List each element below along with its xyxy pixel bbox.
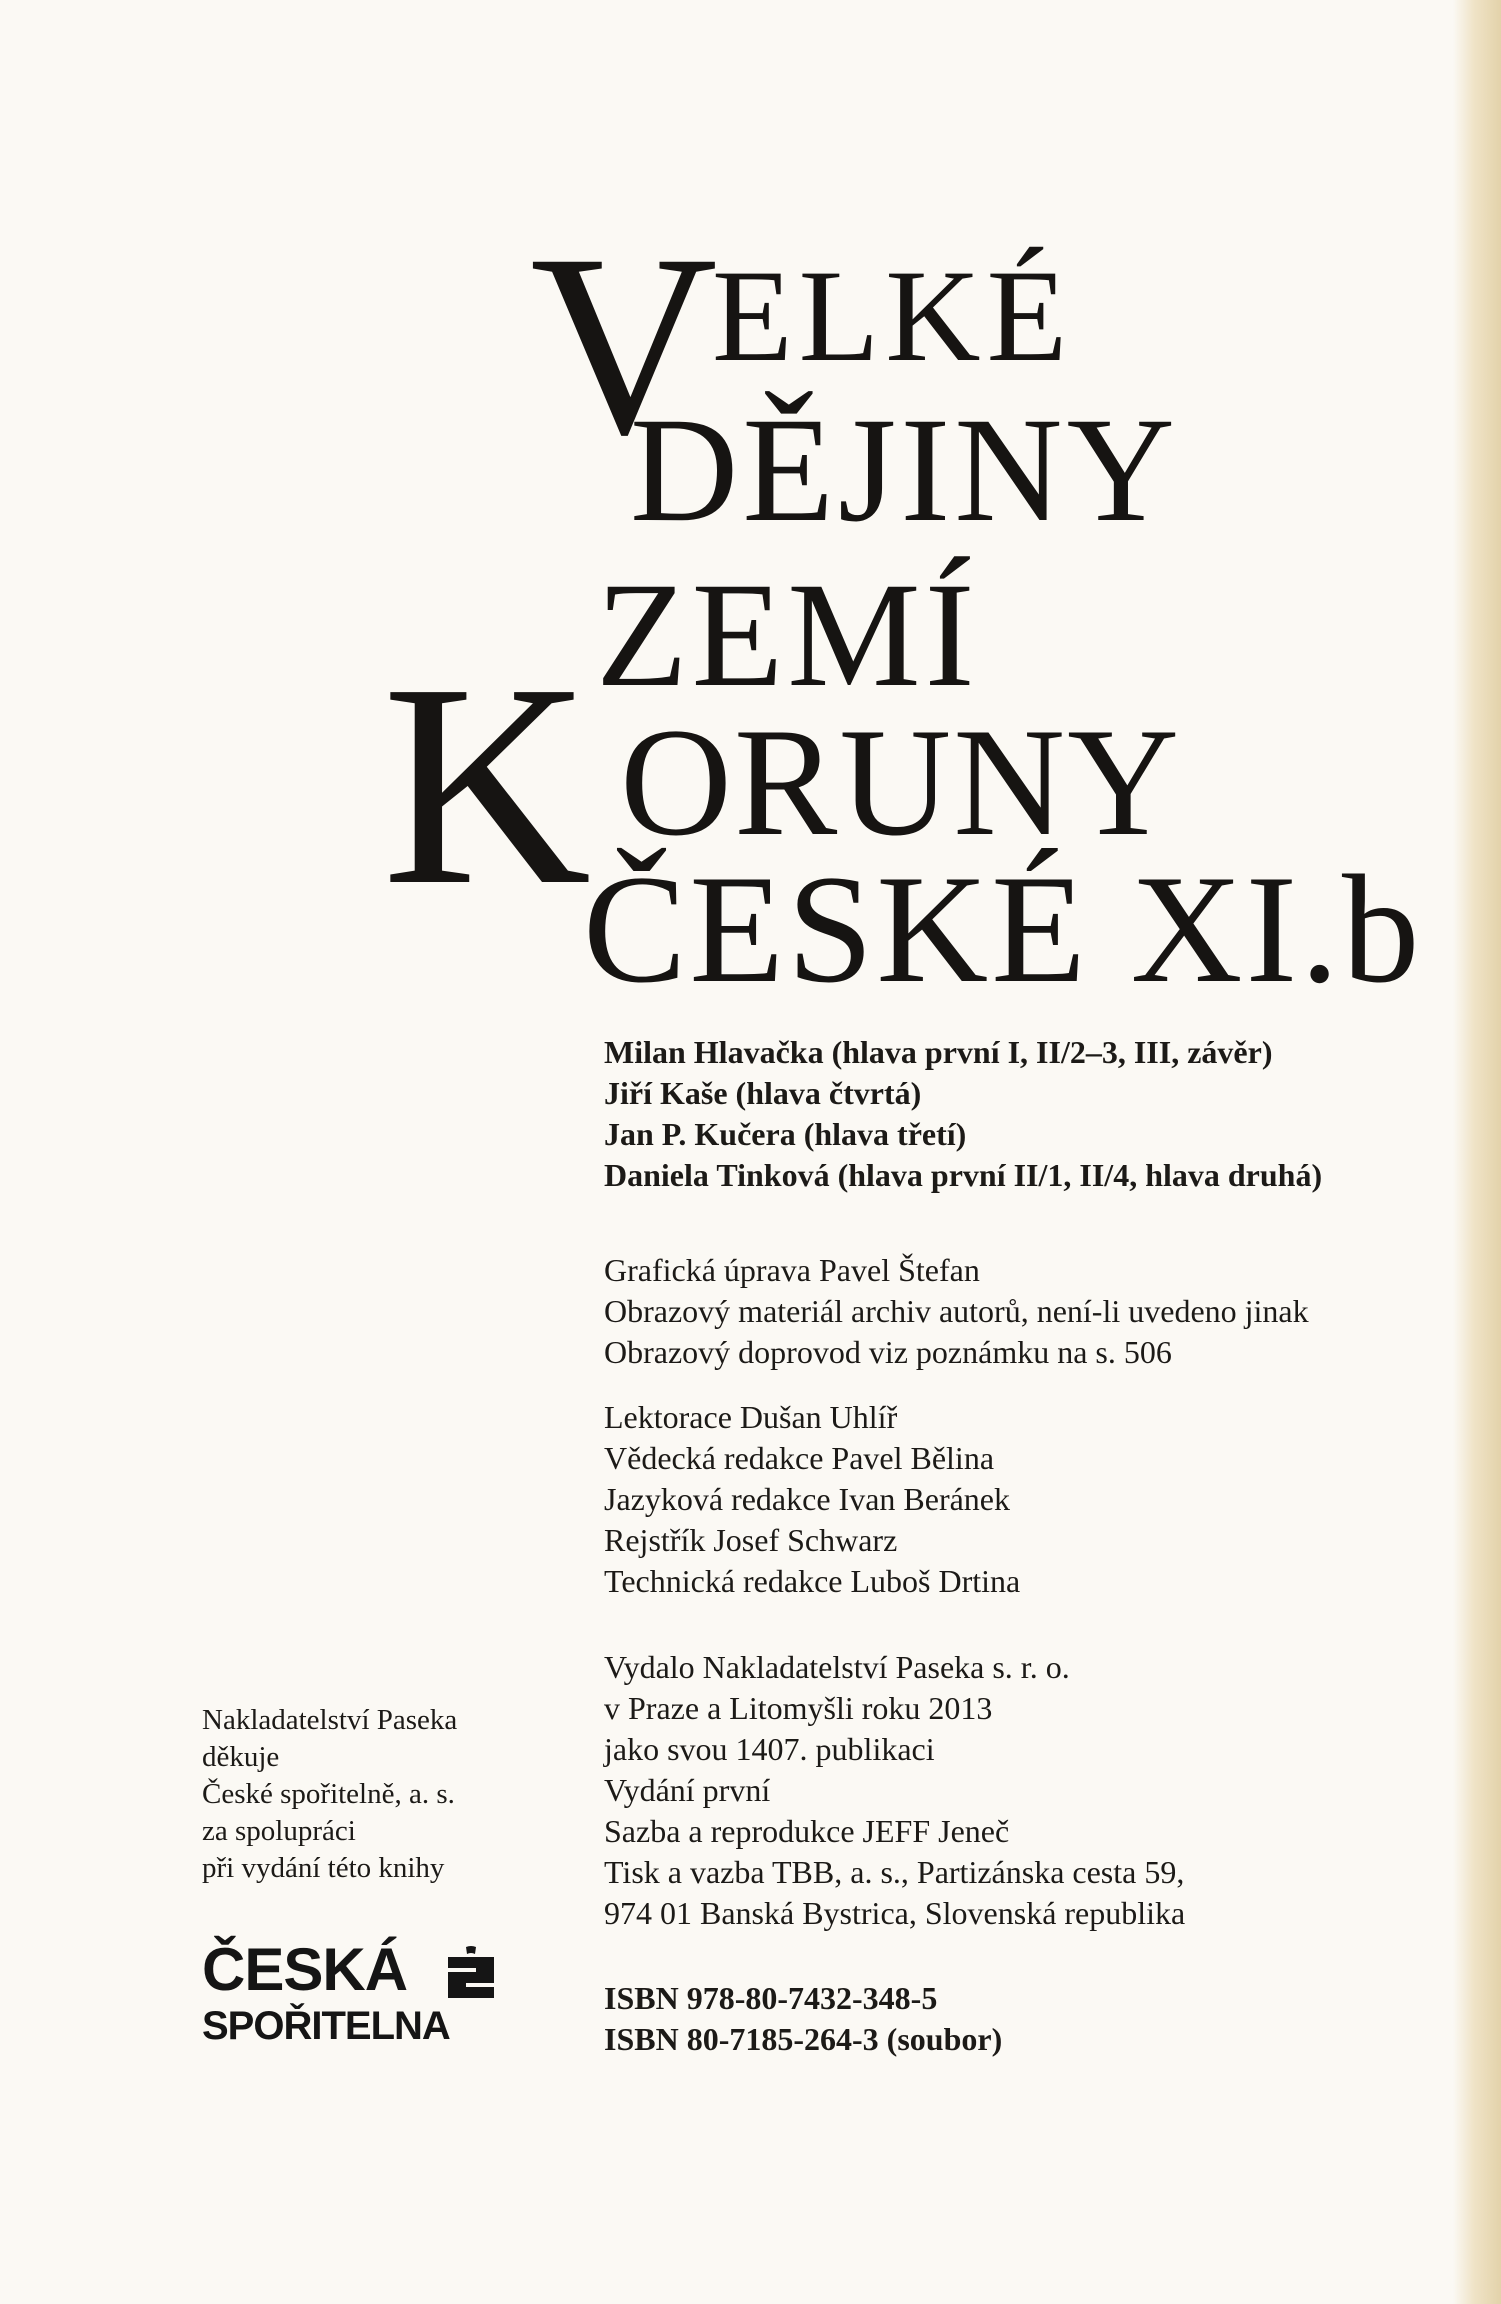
sponsor-thanks xyxy=(202,1702,457,1887)
imprint-line: jako svou 1407. publikaci xyxy=(604,1731,935,1767)
title-line-koruny: ORUNY xyxy=(620,696,1182,868)
imprint-line: Vydalo Nakladatelství Paseka s. r. o. xyxy=(604,1649,1070,1685)
credit-line: Obrazový doprovod viz poznámku na s. 506 xyxy=(604,1334,1172,1370)
author-line: Milan Hlavačka (hlava první I, II/2–3, III, závěr) xyxy=(604,1034,1273,1070)
thanks-line: za spolupráci xyxy=(202,1815,356,1847)
publisher-imprint xyxy=(604,1647,1185,1934)
logo-text-ceska: ČESKÁ xyxy=(202,1936,408,2003)
title-initial-k: K xyxy=(382,624,592,945)
imprint-line: Tisk a vazba TBB, a. s., Partizánska cesta 59, xyxy=(604,1854,1185,1890)
ceska-sporitelna-logo xyxy=(202,1936,502,2060)
credit-line: Rejstřík Josef Schwarz xyxy=(604,1522,898,1558)
credit-line: Vědecká redakce Pavel Bělina xyxy=(604,1440,995,1476)
thanks-line: České spořitelně, a. s. xyxy=(202,1778,455,1810)
ceska-sporitelna-s-icon xyxy=(446,1945,496,2001)
author-line: Jan P. Kučera (hlava třetí) xyxy=(604,1116,967,1152)
design-credits xyxy=(604,1250,1309,1373)
title-line-dejiny: DĚJINY xyxy=(630,387,1179,553)
authors-list xyxy=(604,1032,1322,1196)
imprint-line: 974 01 Banská Bystrica, Slovenská republika xyxy=(604,1895,1186,1931)
author-line: Daniela Tinková (hlava první II/1, II/4, hlava druhá) xyxy=(604,1157,1323,1193)
credit-line: Technická redakce Luboš Drtina xyxy=(604,1563,1021,1599)
credit-line: Jazyková redakce Ivan Beránek xyxy=(604,1481,1010,1517)
imprint-line: Vydání první xyxy=(604,1772,771,1808)
title-line-ceske-volume: ČESKÉ XI.b xyxy=(583,843,1423,1015)
title-line-zemi: ZEMÍ xyxy=(596,552,979,718)
title-initial-v: V xyxy=(530,201,718,489)
author-line: Jiří Kaše (hlava čtvrtá) xyxy=(604,1075,922,1111)
thanks-line: děkuje xyxy=(202,1741,280,1773)
credit-line: Grafická úprava Pavel Štefan xyxy=(604,1252,980,1288)
credit-line: Lektorace Dušan Uhlíř xyxy=(604,1399,898,1435)
isbn-line: ISBN 978-80-7432-348-5 xyxy=(604,1980,938,2016)
thanks-line: Nakladatelství Paseka xyxy=(202,1704,458,1736)
page-edge xyxy=(1453,0,1501,2304)
credit-line: Obrazový materiál archiv autorů, není-li uvedeno jinak xyxy=(604,1293,1309,1329)
imprint-line: Sazba a reprodukce JEFF Jeneč xyxy=(604,1813,1010,1849)
isbn-line: ISBN 80-7185-264-3 (soubor) xyxy=(604,2021,1003,2057)
thanks-line: při vydání této knihy xyxy=(202,1852,445,1884)
isbn-block xyxy=(604,1978,1002,2060)
imprint-line: v Praze a Litomyšli roku 2013 xyxy=(604,1690,993,1726)
logo-text-sporitelna: SPOŘITELNA xyxy=(202,2004,450,2048)
editorial-credits xyxy=(604,1397,1020,1602)
title-line-velke: ELKÉ xyxy=(712,242,1074,389)
